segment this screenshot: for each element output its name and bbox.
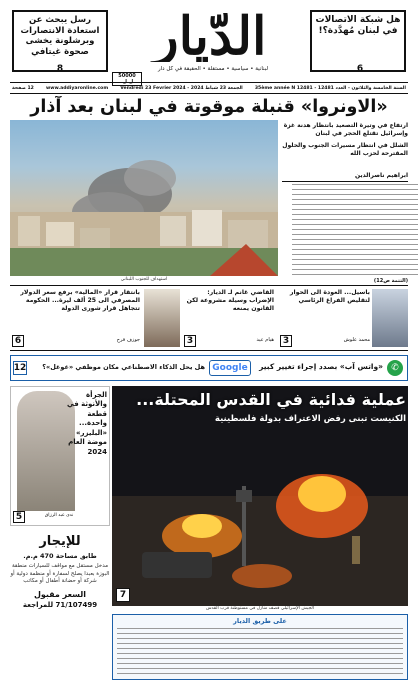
classified-subtitle: طابق مساحة 470 م.م. bbox=[23, 552, 97, 560]
left-promo-page: 8 bbox=[56, 64, 64, 74]
city-smoke-image bbox=[10, 120, 278, 276]
ai-page: 12 bbox=[13, 363, 27, 373]
teaser-bassil[interactable] bbox=[278, 289, 408, 349]
teaser-ghanem-title: القاضي غانم لـ الديار: الإضراب وسيلة مشروعة لكن القانون يمنعه bbox=[186, 289, 274, 313]
headline-body-text bbox=[292, 184, 418, 276]
classified-price: السعر مقبول bbox=[33, 590, 87, 600]
edition-info: السنة الخامسة والثلاثون - العدد 12481 - 35ème année N 12481 bbox=[254, 85, 406, 91]
page-count: 12 صفحة bbox=[12, 85, 34, 91]
editorial-text bbox=[117, 628, 403, 678]
price-label: 50000 ل.ل. bbox=[112, 72, 142, 86]
right-promo-page: 6 bbox=[356, 64, 364, 74]
classified-body: مدخل مستقل مع مواقف للسيارات منطقة البوزة بعبدا يصلح لسفارة أو منظمة دولية أو شركة أو حضانة أطفال أو مكاتب bbox=[10, 563, 110, 585]
classified-phone: 71/107499 للمراجعة bbox=[22, 601, 98, 610]
teaser-finance-page: 6 bbox=[12, 335, 24, 347]
bullet-1: ارتفاع في وتيرة التصعيد بانتظار هدنة غزة وإسرائيل تقتلع الحجر في لبنان bbox=[283, 122, 408, 138]
main-headline[interactable]: «الاونروا» قنبلة موقوتة في لبنان بعد آذار bbox=[30, 97, 388, 117]
masthead-tagline: لبنانية • سياسية • مستقلة • الحقيقة في كل دار bbox=[157, 66, 269, 72]
teaser-finance-author: جوزف فرح bbox=[116, 337, 140, 343]
classified-title: للإيجار bbox=[39, 534, 81, 549]
byline: ابراهيم ناصرالدين bbox=[282, 172, 408, 182]
teaser-ghanem-photo bbox=[144, 289, 180, 347]
teaser-finance[interactable] bbox=[10, 289, 140, 349]
tech-strip[interactable] bbox=[10, 355, 408, 381]
bullet-2: الشلل في انتظار مسيرات الجنوب والحلول المقترحة لحزب الله bbox=[282, 142, 408, 158]
main-story-subhead: الكنيست تبنى رفض الاعتراف بدولة فلسطينية bbox=[214, 414, 406, 424]
teaser-finance-title: بانتقار قرار «المالية» برفع سعر الدولار المصرفي الى 25 ألف ليرة... الحكومة تتجاهل قرار شورى الدولة bbox=[20, 289, 140, 313]
main-story-caption: الجيش الإسرائيلي قصف منازل في مستوطنة قرب القدس bbox=[205, 606, 315, 611]
lead-photo bbox=[10, 120, 278, 276]
whatsapp-icon: ✆ bbox=[387, 360, 403, 376]
continued-note[interactable]: (التتمة ص12) bbox=[373, 278, 408, 284]
lead-photo-caption: استهداف للجنوب اللبناني bbox=[120, 277, 168, 282]
teaser-ghanem-page: 3 bbox=[184, 335, 196, 347]
right-promo-box[interactable] bbox=[310, 10, 406, 72]
teaser-ghanem[interactable] bbox=[144, 289, 274, 349]
date-line: الجمعة 23 شباط 2024 - Vendredi 23 Fevrier 2024 bbox=[120, 85, 243, 91]
right-promo-text: هل شبكة الاتصالات في لبنان مُهدَّدة؟! bbox=[315, 15, 401, 37]
left-promo-box[interactable] bbox=[12, 10, 108, 72]
logo-text: الدّيار bbox=[153, 6, 267, 62]
teaser-bassil-photo bbox=[372, 289, 408, 347]
editorial-title: على طريق الديار bbox=[233, 617, 287, 625]
fashion-title: الجرأة والأنوثة في قطعة واحدة... «البليزر» موضة العام 2024 bbox=[67, 391, 107, 456]
ai-headline: هل يحل الذكاء الاصطناعي مكان موظفي «غوغل»؟ bbox=[42, 363, 205, 371]
main-story-page: 7 bbox=[116, 588, 130, 602]
logo-mark bbox=[112, 4, 308, 62]
left-promo-text: رسل يبحث عن استعادة الانتصارات وبرشلونة يخشى صحوة غيتافي bbox=[20, 15, 100, 57]
fashion-author: ندى عبد الرزاق bbox=[44, 513, 74, 518]
whatsapp-headline: «واتس آب» بصدد إجراء تغيير كبير bbox=[259, 362, 383, 371]
teaser-row bbox=[10, 285, 408, 351]
headline-bullets bbox=[282, 122, 408, 158]
masthead-logo bbox=[112, 4, 308, 62]
teaser-bassil-author: محمد علوش bbox=[343, 337, 370, 343]
date-bar bbox=[10, 82, 408, 94]
classified-ad[interactable] bbox=[10, 530, 110, 678]
teaser-bassil-page: 3 bbox=[280, 335, 292, 347]
google-logo: Google bbox=[209, 360, 251, 376]
main-story-headline[interactable]: عملية فدائية في القدس المحتلة... bbox=[136, 390, 406, 409]
teaser-bassil-title: باسيل... العودة الى الحوار لتقليص الفراغ الرئاسي bbox=[289, 289, 370, 305]
editorial-box bbox=[112, 614, 408, 680]
website-link[interactable]: www.addiyaronline.com bbox=[45, 85, 109, 91]
fashion-feature[interactable] bbox=[10, 386, 110, 526]
fashion-page: 5 bbox=[13, 511, 25, 523]
teaser-ghanem-author: هيام عيد bbox=[256, 337, 274, 343]
